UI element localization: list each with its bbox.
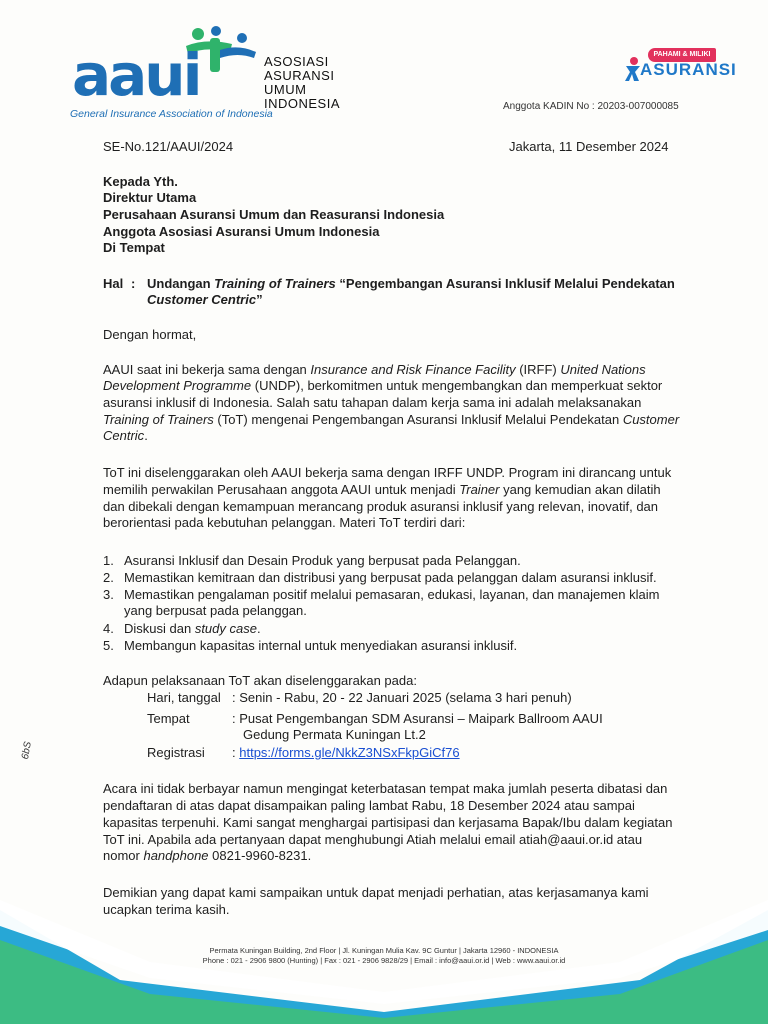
org-name: ASOSIASI ASURANSI UMUM INDONESIA (264, 54, 341, 111)
kadin-membership: Anggota KADIN No : 20203-007000085 (503, 101, 679, 112)
letter-date: Jakarta, 11 Desember 2024 (509, 139, 669, 154)
footer-address: Permata Kuningan Building, 2nd Floor | Jl. Kuningan Mulia Kav. 9C Guntur | Jakarta 12960 - INDONESIA (209, 946, 559, 955)
margin-note: 6bS (19, 740, 34, 761)
campaign-ribbon: PAHAMI & MILIKI (648, 48, 716, 62)
logo-tagline: General Insurance Association of Indonesia (70, 108, 273, 120)
registration-link[interactable]: https://forms.gle/NkkZ3NSxFkpGiCf76 (239, 745, 460, 760)
reference-number: SE-No.121/AAUI/2024 (103, 139, 234, 154)
footer-contact: Phone : 021 - 2906 9800 (Hunting) | Fax : 021 - 2906 9828/29 | Email : info@aaui.or.id | Web : www.aaui.or.id (202, 956, 566, 965)
salutation: Dengan hormat, (103, 327, 197, 342)
schedule-intro: Adapun pelaksanaan ToT akan diselenggarakan pada: (103, 673, 417, 688)
logo-wordmark: aaui (72, 41, 200, 109)
campaign-word: ASURANSI (640, 60, 737, 79)
